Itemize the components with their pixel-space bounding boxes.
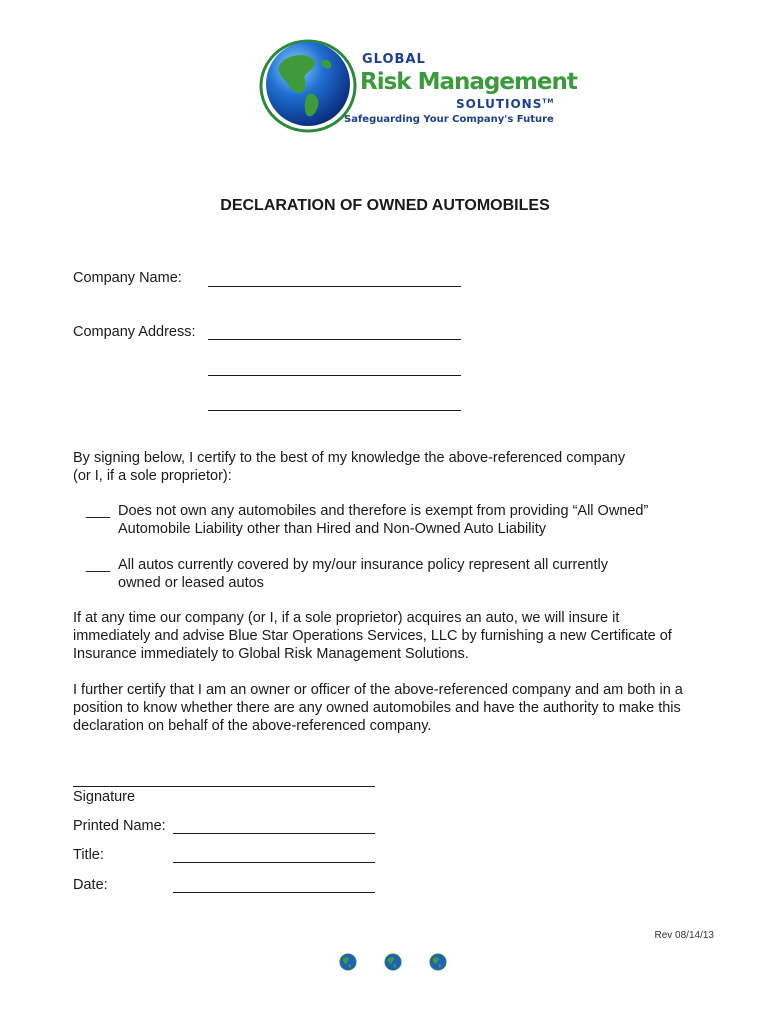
company-address-field-line-1[interactable]	[208, 339, 461, 340]
certify-intro	[73, 449, 723, 485]
date-label: Date:	[73, 877, 108, 893]
acquire-paragraph	[73, 609, 723, 663]
owner-line-1: I further certify that I am an owner or officer of the above-referenced company and am both in a	[73, 682, 683, 698]
footer-globe-icon	[339, 953, 357, 971]
logo-tagline: Safeguarding Your Company's Future	[344, 114, 554, 125]
footer-globe-icon	[384, 953, 402, 971]
company-name-field[interactable]	[208, 286, 461, 287]
company-name-label: Company Name:	[73, 270, 182, 286]
signature-label: Signature	[73, 789, 136, 805]
certify-intro-line-2: (or I, if a sole proprietor):	[73, 468, 232, 484]
option-1-line-1: Does not own any automobiles and therefore is exempt from providing “All Owned”	[118, 503, 649, 519]
title-field[interactable]	[173, 862, 375, 863]
certify-intro-line-1: By signing below, I certify to the best of my knowledge the above-referenced company	[73, 450, 626, 466]
company-logo	[258, 34, 577, 134]
acquire-line-2: immediately and advise Blue Star Operations Services, LLC by furnishing a new Certificate of	[73, 628, 672, 644]
owner-line-3: declaration on behalf of the above-referenced company.	[73, 718, 432, 734]
logo-text-risk-management: Risk Management	[360, 69, 577, 95]
option-1-line-2: Automobile Liability other than Hired and Non-Owned Auto Liability	[118, 521, 546, 537]
date-field[interactable]	[173, 892, 375, 893]
logo-text-global: GLOBAL	[362, 52, 426, 67]
option-2-check-blank[interactable]: ___	[86, 557, 111, 573]
document-title: DECLARATION OF OWNED AUTOMOBILES	[220, 197, 550, 214]
owner-line-2: position to know whether there are any owned automobiles and have the authority to make this	[73, 700, 681, 716]
option-2-line-2: owned or leased autos	[118, 575, 264, 591]
company-address-label: Company Address:	[73, 324, 196, 340]
globe-logo-icon	[258, 34, 358, 134]
title-label: Title:	[73, 847, 104, 863]
owner-paragraph	[73, 681, 723, 735]
printed-name-label: Printed Name:	[73, 818, 166, 834]
logo-text-solutions: SOLUTIONS™	[456, 97, 555, 111]
option-2-text	[118, 556, 718, 592]
trademark-mark: TM	[542, 98, 555, 105]
option-1-check-blank[interactable]: ___	[86, 503, 111, 519]
signature-field[interactable]	[73, 786, 375, 787]
company-address-field-line-2[interactable]	[208, 375, 461, 376]
revision-note: Rev 08/14/13	[654, 930, 714, 941]
option-2-line-1: All autos currently covered by my/our insurance policy represent all currently	[118, 557, 608, 573]
acquire-line-3: Insurance immediately to Global Risk Management Solutions.	[73, 646, 469, 662]
company-address-field-line-3[interactable]	[208, 410, 461, 411]
acquire-line-1: If at any time our company (or I, if a sole proprietor) acquires an auto, we will insure it	[73, 610, 620, 626]
footer-globe-icon	[429, 953, 447, 971]
option-1-text	[118, 502, 718, 538]
printed-name-field[interactable]	[173, 833, 375, 834]
